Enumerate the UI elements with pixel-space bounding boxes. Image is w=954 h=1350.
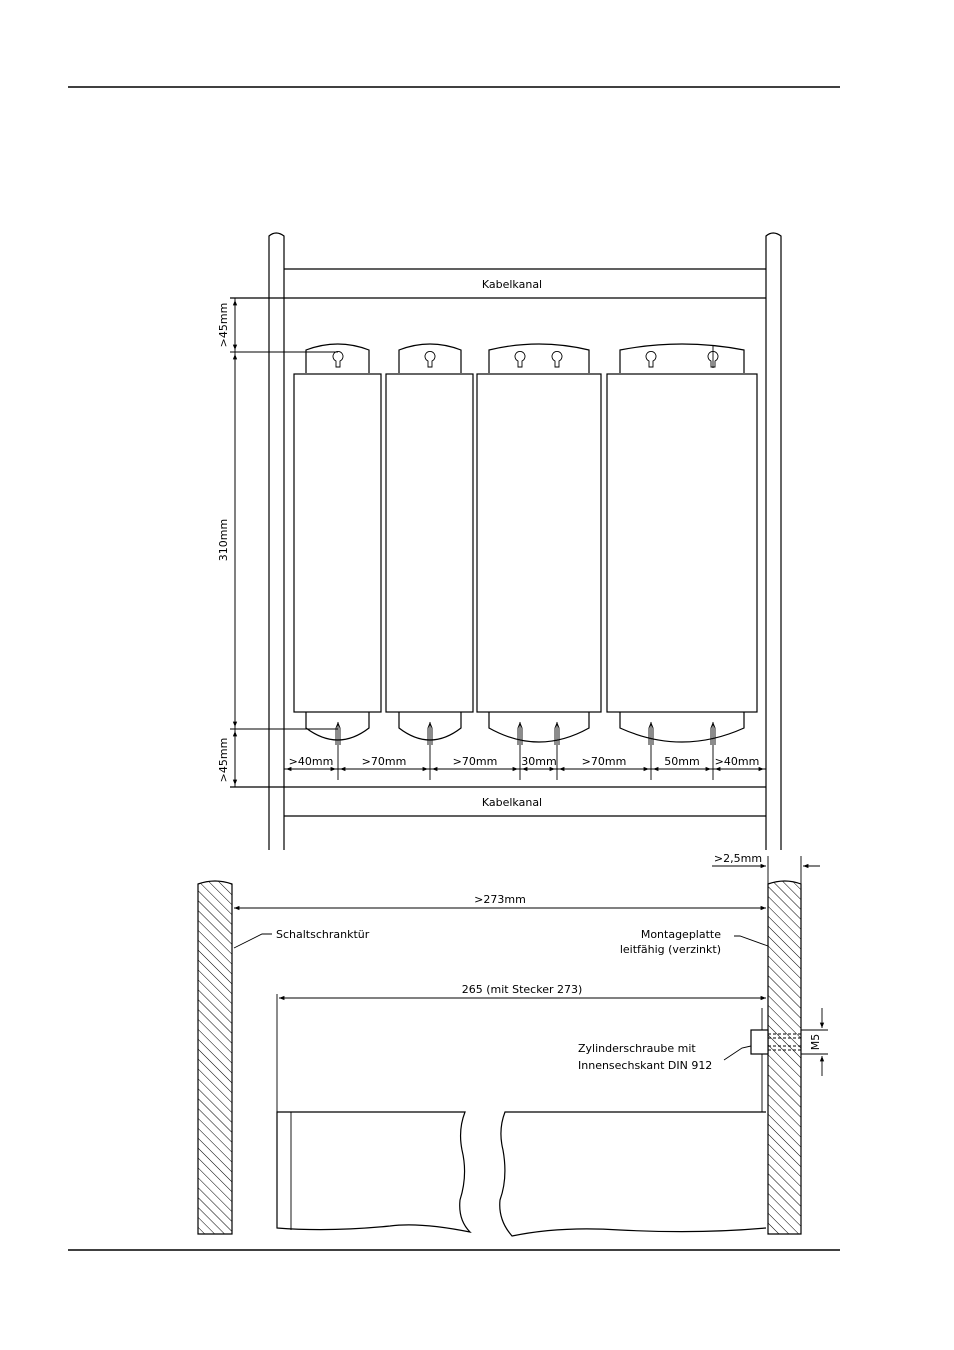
right-rail — [766, 233, 781, 850]
device-4-top-tab — [620, 344, 744, 373]
cabinet-door — [198, 881, 232, 1234]
dim-row-6: 50mm — [664, 755, 700, 768]
label-plate-line1: Montageplatte — [640, 928, 721, 941]
dim-row-7: >40mm — [714, 755, 760, 768]
device-1-top-tab — [306, 344, 369, 373]
device-side-left — [277, 1112, 470, 1232]
dim-row-1: >40mm — [288, 755, 334, 768]
screw-head — [751, 1030, 768, 1054]
device-3-top-tab — [489, 344, 589, 373]
dim-total-depth: >273mm — [474, 893, 526, 906]
device-3-body — [477, 374, 601, 712]
dim-top-gap: >45mm — [217, 302, 230, 348]
cable-duct-top-label: Kabelkanal — [481, 278, 543, 291]
device-3-bottom-tab — [489, 712, 589, 742]
device-2-top-tab — [399, 344, 461, 373]
dim-bottom-gap: >45mm — [217, 737, 230, 783]
cable-duct-bottom-label: Kabelkanal — [481, 796, 543, 809]
left-rail — [269, 233, 284, 850]
label-door: Schaltschranktür — [276, 928, 370, 941]
device-1-bottom-tab — [306, 712, 369, 740]
label-screw-line1: Zylinderschraube mit — [578, 1042, 696, 1055]
label-thread: M5 — [809, 1033, 822, 1051]
dim-row-4: 30mm — [521, 755, 557, 768]
dim-height: 310mm — [217, 518, 230, 562]
dim-row-3: >70mm — [452, 755, 498, 768]
device-4-body — [607, 374, 757, 712]
device-2-body — [386, 374, 473, 712]
dim-row-2: >70mm — [361, 755, 407, 768]
mounting-plate — [768, 881, 801, 1234]
dim-row-5: >70mm — [581, 755, 627, 768]
label-plate-line2: leitfähig (verzinkt) — [619, 943, 721, 956]
device-side-right — [500, 1112, 766, 1236]
dim-device-depth: 265 (mit Stecker 273) — [461, 983, 583, 996]
front-view — [217, 233, 781, 850]
dim-plate-thickness: >2,5mm — [713, 852, 763, 865]
device-1-body — [294, 374, 381, 712]
label-screw-line2: Innensechskant DIN 912 — [578, 1059, 713, 1072]
side-view — [198, 852, 828, 1236]
device-4-bottom-tab — [620, 712, 744, 742]
